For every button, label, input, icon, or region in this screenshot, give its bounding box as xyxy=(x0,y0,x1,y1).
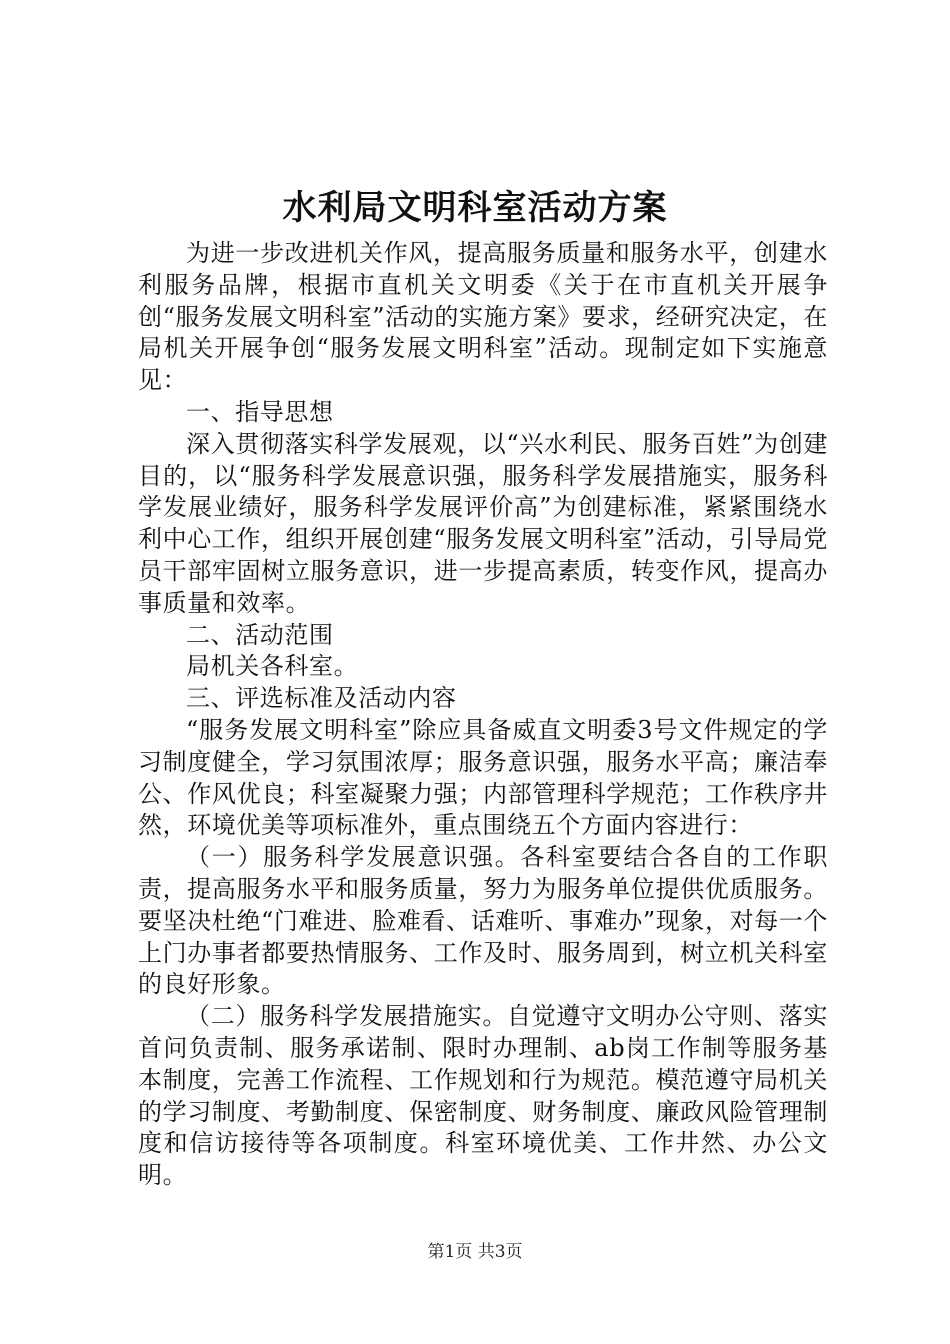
section-heading-criteria: 三、评选标准及活动内容 xyxy=(186,684,457,713)
document-body xyxy=(138,238,828,1192)
page-number-footer: 第1页 共3页 xyxy=(427,1242,523,1262)
intro-paragraph: 为进一步改进机关作风，提高服务质量和服务水平，创建水利服务品牌，根据市直机关文明委《关于在市直机关开展争创“服务发展文明科室”活动的实施方案》要求，经研究决定，在局机关开展争创“服务发展文明科室”活动。现制定如下实施意见： xyxy=(138,239,828,395)
guiding-thought-paragraph: 深入贯彻落实科学发展观，以“兴水利民、服务百姓”为创建目的，以“服务科学发展意识强，服务科学发展措施实，服务科学发展业绩好，服务科学发展评价高”为创建标准，紧紧围绕水利中心工作，组织开展创建“服务发展文明科室”活动，引导局党员干部牢固树立服务意识，进一步提高素质，转变作风，提高办事质量和效率。 xyxy=(138,429,828,617)
item-two-paragraph: （二）服务科学发展措施实。自觉遵守文明办公守则、落实首问负责制、服务承诺制、限时办理制、ab岗工作制等服务基本制度，完善工作流程、工作规划和行为规范。模范遵守局机关的学习制度、考勤制度、保密制度、财务制度、廉政风险管理制度和信访接待等各项制度。科室环境优美、工作井然、办公文明。 xyxy=(138,1002,828,1190)
document-title: 水利局文明科室活动方案 xyxy=(282,188,668,228)
scope-paragraph: 局机关各科室。 xyxy=(186,652,359,681)
item-one-paragraph: （一）服务科学发展意识强。各科室要结合各自的工作职责，提高服务水平和服务质量，努力为服务单位提供优质服务。要坚决杜绝“门难进、脸难看、话难听、事难办”现象，对每一个上门办事者都要热情服务、工作及时、服务周到，树立机关科室的良好形象。 xyxy=(138,843,828,999)
section-heading-scope: 二、活动范围 xyxy=(186,620,334,649)
section-heading-guiding-thought: 一、指导思想 xyxy=(186,397,334,426)
criteria-paragraph: “服务发展文明科室”除应具备威直文明委3号文件规定的学习制度健全，学习氛围浓厚；服务意识强，服务水平高；廉洁奉公、作风优良；科室凝聚力强；内部管理科学规范；工作秩序井然，环境优美等项标准外，重点围绕五个方面内容进行： xyxy=(138,715,828,840)
